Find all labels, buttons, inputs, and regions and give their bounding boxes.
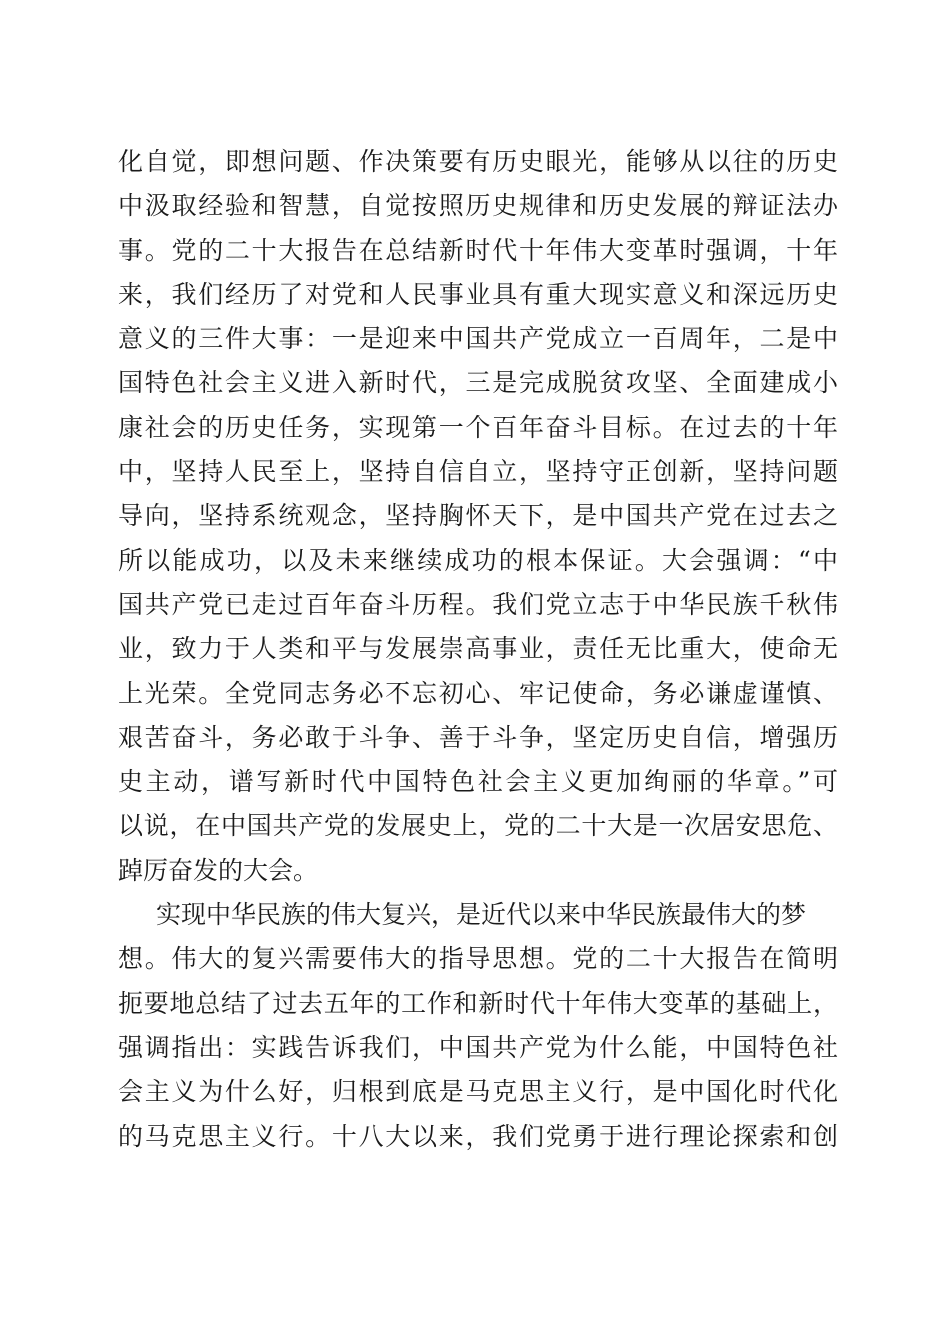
body-text	[118, 140, 838, 1159]
paragraph-start-line: 实现中华民族的伟大复兴，是近代以来中华民族最伟大的梦	[156, 900, 807, 930]
text-line: 史主动，谱写新时代中国特色社会主义更加绚丽的华章。”可	[118, 767, 838, 797]
text-line: 意义的三件大事：一是迎来中国共产党成立一百周年，二是中	[118, 324, 838, 354]
text-line: 艰苦奋斗，务必敢于斗争、善于斗争，坚定历史自信，增强历	[118, 722, 838, 752]
text-line: 事。党的二十大报告在总结新时代十年伟大变革时强调，十年	[118, 235, 838, 265]
text-line: 中，坚持人民至上，坚持自信自立，坚持守正创新，坚持问题	[118, 457, 838, 487]
text-line: 扼要地总结了过去五年的工作和新时代十年伟大变革的基础上，	[118, 988, 838, 1018]
text-line: 化自觉，即想问题、作决策要有历史眼光，能够从以往的历史	[118, 147, 838, 176]
text-line: 强调指出：实践告诉我们，中国共产党为什么能，中国特色社	[118, 1032, 838, 1062]
text-line: 以说，在中国共产党的发展史上，党的二十大是一次居安思危、	[118, 811, 838, 841]
text-line: 会主义为什么好，归根到底是马克思主义行，是中国化时代化	[118, 1077, 838, 1107]
text-line: 想。伟大的复兴需要伟大的指导思想。党的二十大报告在简明	[118, 944, 838, 974]
text-line: 的马克思主义行。十八大以来，我们党勇于进行理论探索和创	[118, 1121, 838, 1151]
text-line: 业，致力于人类和平与发展崇高事业，责任无比重大，使命无	[118, 634, 838, 664]
text-line: 导向，坚持系统观念，坚持胸怀天下，是中国共产党在过去之	[118, 501, 838, 531]
paragraph-end-line: 踔厉奋发的大会。	[118, 855, 319, 885]
text-line: 上光荣。全党同志务必不忘初心、牢记使命，务必谦虚谨慎、	[118, 678, 838, 708]
text-line: 所以能成功，以及未来继续成功的根本保证。大会强调：“中	[118, 545, 838, 575]
text-line: 来，我们经历了对党和人民事业具有重大现实意义和深远历史	[118, 279, 838, 309]
text-line: 康社会的历史任务，实现第一个百年奋斗目标。在过去的十年	[118, 412, 838, 442]
text-line: 国共产党已走过百年奋斗历程。我们党立志于中华民族千秋伟	[118, 589, 838, 619]
text-line: 国特色社会主义进入新时代，三是完成脱贫攻坚、全面建成小	[118, 368, 838, 398]
text-line: 中汲取经验和智慧，自觉按照历史规律和历史发展的辩证法办	[118, 191, 838, 221]
